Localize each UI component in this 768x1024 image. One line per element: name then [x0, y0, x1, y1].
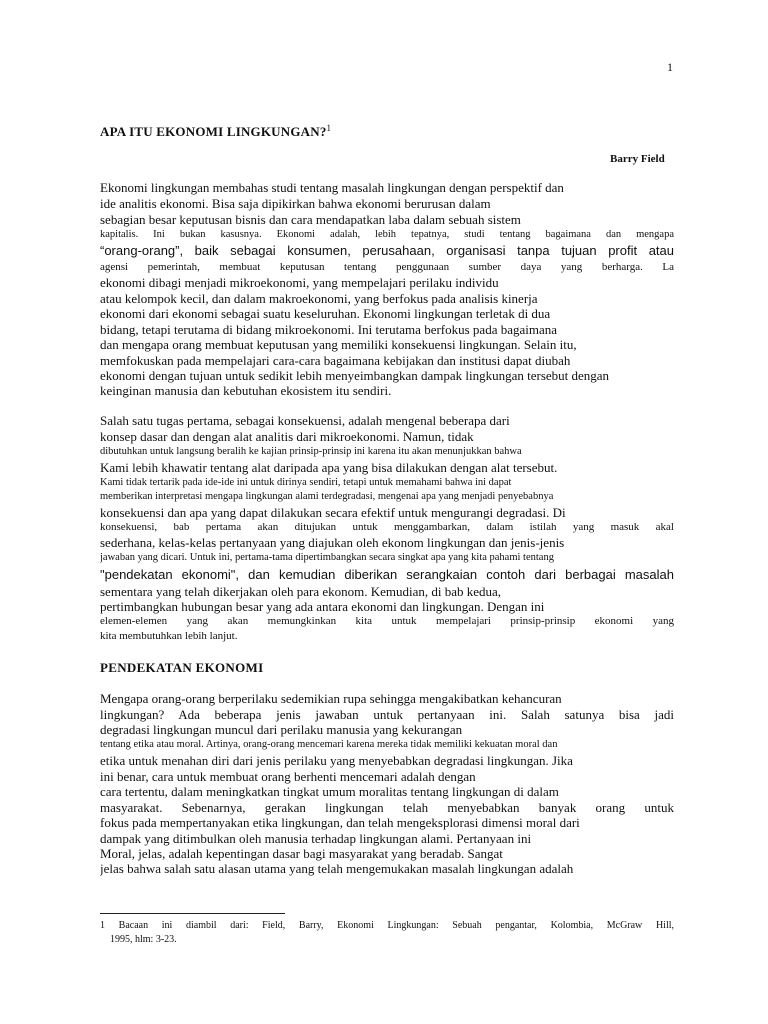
paragraph-1-line: bidang, tetapi terutama di bidang mikroekonomi. Ini terutama berfokus pada bagaimana: [100, 322, 558, 337]
paragraph-2-line: Kami tidak tertarik pada ide-ide ini untuk dirinya sendiri, tetapi untuk memahami bahwa ini dapat: [100, 477, 512, 488]
paragraph-1-line: “orang-orang”, baik sebagai konsumen, perusahaan, organisasi tanpa tujuan profit atau: [100, 243, 674, 258]
footnote-line: 1995, hlm: 3-23.: [110, 934, 177, 945]
paragraph-1-line: Ekonomi lingkungan membahas studi tentang masalah lingkungan dengan perspektif dan: [100, 180, 564, 195]
paragraph-2-line: elemen-elemen yang akan memungkinkan kita untuk mempelajari prinsip-prinsip ekonomi yang: [100, 615, 674, 627]
paragraph-1-line: agensi pemerintah, membuat keputusan tentang penggunaan sumber daya yang berharga. La: [100, 261, 674, 273]
paragraph-1-line: ekonomi dibagi menjadi mikroekonomi, yang mempelajari perilaku individu: [100, 275, 499, 290]
paragraph-1-line: memfokuskan pada mempelajari cara-cara bagaimana kebijakan dan institusi dapat diubah: [100, 353, 571, 368]
page-number: 1: [667, 60, 673, 74]
paragraph-1-line: ekonomi dengan tujuan untuk sedikit lebih menyeimbangkan dampak lingkungan tersebut dengan: [100, 368, 610, 383]
paragraph-3-line: ini benar, cara untuk membuat orang berhenti mencemari adalah dengan: [100, 769, 476, 784]
paragraph-3-line: tentang etika atau moral. Artinya, orang-orang mencemari karena mereka tidak memiliki kekuatan moral dan: [100, 739, 558, 750]
paragraph-1-line: ide analitis ekonomi. Bisa saja dipikirkan bahwa ekonomi berurusan dalam: [100, 196, 491, 211]
paragraph-2-line: konsep dasar dan dengan alat analitis dari mikroekonomi. Namun, tidak: [100, 429, 474, 444]
title-text: APA ITU EKONOMI LINGKUNGAN?: [100, 124, 327, 139]
footnote-divider: [100, 913, 285, 914]
paragraph-2-line: "pendekatan ekonomi", dan kemudian diberikan serangkaian contoh dari berbagai masalah: [100, 567, 674, 582]
paragraph-2-line: sederhana, kelas-kelas pertanyaan yang diajukan oleh ekonom lingkungan dan jenis-jenis: [100, 535, 565, 550]
paragraph-3-line: etika untuk menahan diri dari jenis perilaku yang menyebabkan degradasi lingkungan. Jika: [100, 753, 573, 768]
paragraph-3-line: Moral, jelas, adalah kepentingan dasar bagi masyarakat yang beradab. Sangat: [100, 846, 503, 861]
paragraph-2-line: jawaban yang dicari. Untuk ini, pertama-tama dipertimbangkan secara singkat apa yang kita pahami tentang: [100, 552, 554, 563]
section-heading: PENDEKATAN EKONOMI: [100, 660, 264, 675]
paragraph-1-line: keinginan manusia dan kebutuhan ekosistem itu sendiri.: [100, 383, 392, 398]
footnote-ref: 1: [326, 123, 332, 133]
paragraph-2-line: konsekuensi dan apa yang dapat dilakukan secara efektif untuk mengurangi degradasi. Di: [100, 505, 566, 520]
footnote-line: 1 Bacaan ini diambil dari: Field, Barry, Ekonomi Lingkungan: Sebuah pengantar, Kolombia, McGraw Hill,: [100, 920, 674, 931]
paragraph-2-line: Kami lebih khawatir tentang alat daripada apa yang bisa dilakukan dengan alat tersebut.: [100, 460, 558, 475]
paragraph-2-line: konsekuensi, bab pertama akan ditujukan untuk menggambarkan, dalam istilah yang masuk akal: [100, 521, 674, 533]
paragraph-2-line: sementara yang telah dikerjakan oleh para ekonom. Kemudian, di bab kedua,: [100, 584, 502, 599]
paragraph-1-line: sebagian besar keputusan bisnis dan cara mendapatkan laba dalam sebuah sistem: [100, 212, 521, 227]
paragraph-3-line: Mengapa orang-orang berperilaku sedemikian rupa sehingga mengakibatkan kehancuran: [100, 691, 562, 706]
paragraph-3-line: degradasi lingkungan muncul dari perilaku manusia yang kekurangan: [100, 722, 463, 737]
paragraph-3-line: cara tertentu, dalam meningkatkan tingkat umum moralitas tentang lingkungan di dalam: [100, 784, 559, 799]
paragraph-3-line: dampak yang ditimbulkan oleh manusia terhadap lingkungan alami. Pertanyaan ini: [100, 831, 532, 846]
paragraph-2-line: dibutuhkan untuk langsung beralih ke kajian prinsip-prinsip ini karena itu akan menunjukkan bahwa: [100, 446, 522, 457]
paragraph-1-line: kapitalis. Ini bukan kasusnya. Ekonomi adalah, lebih tepatnya, studi tentang bagaimana dan mengapa: [100, 229, 674, 240]
document-title: [100, 123, 331, 140]
paragraph-3-line: masyarakat. Sebenarnya, gerakan lingkungan telah menyebabkan banyak orang untuk: [100, 800, 674, 815]
paragraph-2-line: memberikan interpretasi mengapa lingkungan alami terdegradasi, mengenai apa yang menjadi penyebabnya: [100, 491, 554, 502]
paragraph-2-line: Salah satu tugas pertama, sebagai konsekuensi, adalah mengenal beberapa dari: [100, 413, 510, 428]
paragraph-3-line: jelas bahwa salah satu alasan utama yang telah mengemukakan masalah lingkungan adalah: [100, 861, 574, 876]
paragraph-1-line: dan mengapa orang membuat keputusan yang memiliki konsekuensi lingkungan. Selain itu,: [100, 337, 577, 352]
paragraph-2-line: kita membutuhkan lebih lanjut.: [100, 630, 238, 642]
paragraph-1-line: ekonomi dari ekonomi sebagai suatu keseluruhan. Ekonomi lingkungan terletak di dua: [100, 306, 551, 321]
paragraph-3-line: fokus pada mempertanyakan etika lingkungan, dan telah mengeksplorasi dimensi moral dari: [100, 815, 580, 830]
paragraph-2-line: pertimbangkan hubungan besar yang ada antara ekonomi dan lingkungan. Dengan ini: [100, 599, 545, 614]
paragraph-1-line: atau kelompok kecil, dan dalam makroekonomi, yang berfokus pada analisis kinerja: [100, 291, 538, 306]
author-name: Barry Field: [610, 153, 665, 165]
paragraph-3-line: lingkungan? Ada beberapa jenis jawaban untuk pertanyaan ini. Salah satunya bisa jadi: [100, 707, 674, 722]
